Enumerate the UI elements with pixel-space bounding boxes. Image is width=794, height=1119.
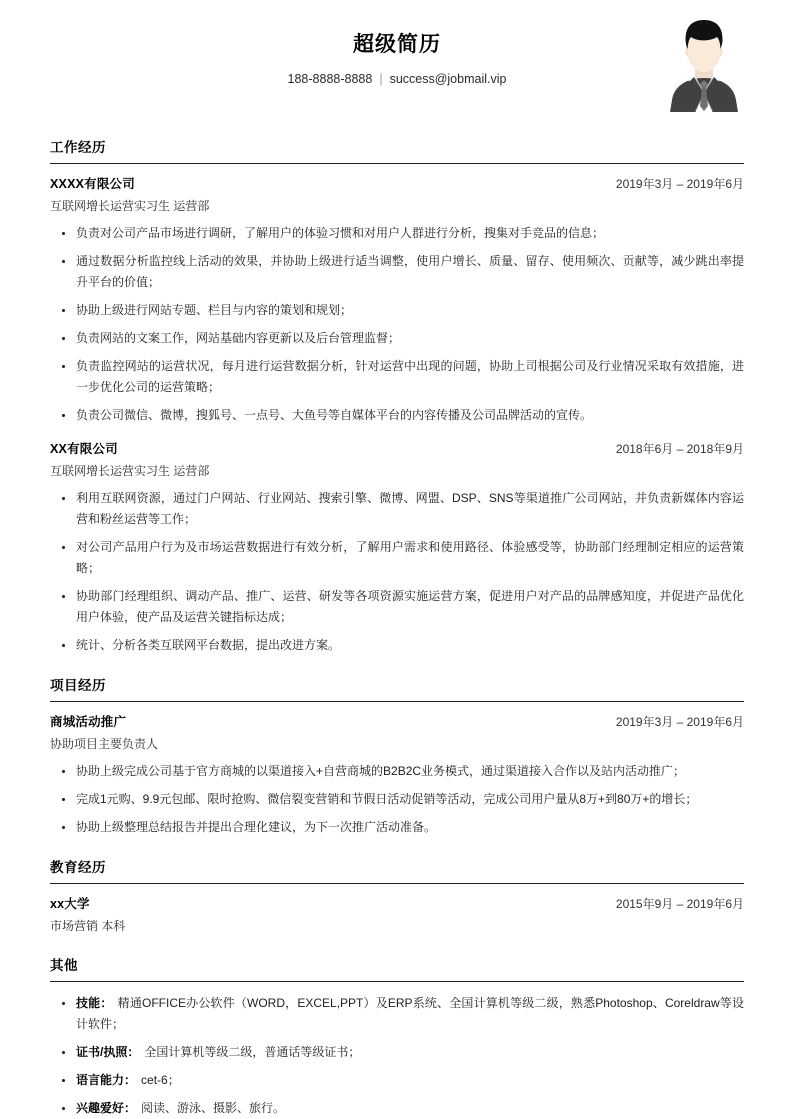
phone-number: 188-8888-8888 — [287, 72, 373, 86]
entry-organization: XXXX有限公司 — [50, 177, 135, 191]
other-list — [50, 993, 744, 1119]
list-item: 通过数据分析监控线上活动的效果，并协助上级进行适当调整，使用户增长、质量、留存、使用频次、贡献等，减少跳出率提升平台的价值； — [50, 251, 744, 293]
list-item: 统计、分析各类互联网平台数据，提出改进方案。 — [50, 635, 744, 656]
other-item-label: 证书/执照： — [76, 1045, 140, 1059]
list-item: 协助上级完成公司基于官方商城的以渠道接入+自营商城的B2B2C业务模式，通过渠道接入合作以及站内活动推广； — [50, 761, 744, 782]
list-item: 负责网站的文案工作，网站基础内容更新以及后台管理监督； — [50, 328, 744, 349]
section-title-education-experience: 教育经历 — [50, 860, 106, 875]
entry-organization: xx大学 — [50, 897, 90, 911]
section-project-experience — [50, 676, 744, 838]
other-item-text: 阅读、游泳、摄影、旅行。 — [141, 1101, 286, 1115]
list-item: 利用互联网资源，通过门户网站、行业网站、搜索引擎、微博、网盟、DSP、SNS等渠道推广公司网站，并负责新媒体内容运营和粉丝运营等工作； — [50, 488, 744, 530]
section-title-project-experience: 项目经历 — [50, 678, 106, 693]
entry-header — [50, 440, 744, 459]
section-title-other: 其他 — [50, 958, 78, 973]
avatar — [664, 8, 744, 112]
other-item-text: cet-6； — [141, 1073, 180, 1087]
entry-header — [50, 895, 744, 914]
other-item-label: 技能： — [76, 996, 113, 1010]
entry-date-range: 2015年9月 – 2019年6月 — [615, 897, 744, 911]
list-item: 协助上级整理总结报告并提出合理化建议，为下一次推广活动准备。 — [50, 817, 744, 838]
list-item: 负责对公司产品市场进行调研，了解用户的体验习惯和对用户人群进行分析，搜集对手竞品的信息； — [50, 223, 744, 244]
entry-subtitle: 互联网增长运营实习生 运营部 — [50, 464, 210, 478]
entry-subtitle: 市场营销 本科 — [50, 919, 126, 933]
entry — [50, 175, 744, 426]
list-item: 对公司产品用户行为及市场运营数据进行有效分析，了解用户需求和使用路径、体验感受等，协助部门经理制定相应的运营策略； — [50, 537, 744, 579]
entry-date-range: 2018年6月 – 2018年9月 — [615, 442, 744, 456]
contact-line — [50, 70, 744, 88]
section-other — [50, 956, 744, 1119]
list-item — [50, 1042, 744, 1063]
list-item — [50, 993, 744, 1035]
entry-header — [50, 175, 744, 194]
entry-bullet-list — [50, 761, 744, 838]
section-work-experience — [50, 138, 744, 656]
list-item: 负责监控网站的运营状况，每月进行运营数据分析，针对运营中出现的问题，协助上司根据公司及行业情况采取有效措施，进一步优化公司的运营策略； — [50, 356, 744, 398]
list-item: 协助上级进行网站专题、栏目与内容的策划和规划； — [50, 300, 744, 321]
list-item — [50, 1098, 744, 1119]
other-item-label: 语言能力： — [76, 1073, 137, 1087]
section-rule-project-experience — [50, 701, 744, 702]
page-title: 超级简历 — [353, 33, 441, 56]
entry-bullet-list — [50, 223, 744, 426]
email-address: success@jobmail.vip — [389, 72, 507, 86]
list-item: 完成1元购、9.9元包邮、限时抢购、微信裂变营销和节假日活动促销等活动，完成公司用户量从8万+到80万+的增长； — [50, 789, 744, 810]
other-item-text: 精通OFFICE办公软件（WORD，EXCEL,PPT）及ERP系统、全国计算机等级二级，熟悉Photoshop、Coreldraw等设计软件； — [76, 996, 744, 1031]
entry-organization: 商城活动推广 — [50, 715, 127, 729]
entry-date-range: 2019年3月 – 2019年6月 — [615, 177, 744, 191]
entry-subtitle: 互联网增长运营实习生 运营部 — [50, 199, 210, 213]
entry-header — [50, 713, 744, 732]
section-rule-education-experience — [50, 883, 744, 884]
entry-bullet-list — [50, 488, 744, 656]
section-rule-work-experience — [50, 163, 744, 164]
section-title-work-experience: 工作经历 — [50, 140, 106, 155]
entry — [50, 895, 744, 936]
resume-header — [50, 0, 744, 118]
contact-separator: | — [379, 72, 383, 86]
entry — [50, 713, 744, 838]
header-text-block — [50, 30, 744, 88]
other-item-label: 兴趣爱好： — [76, 1101, 137, 1115]
list-item — [50, 1070, 744, 1091]
avatar-photo-icon — [664, 8, 744, 112]
other-item-text: 全国计算机等级二级，普通话等级证书； — [144, 1045, 361, 1059]
resume-sections — [50, 138, 744, 936]
entry-date-range: 2019年3月 – 2019年6月 — [615, 715, 744, 729]
section-rule-other — [50, 981, 744, 982]
entry-subtitle: 协助项目主要负责人 — [50, 737, 159, 751]
list-item: 协助部门经理组织、调动产品、推广、运营、研发等各项资源实施运营方案，促进用户对产品的品牌感知度，并促进产品优化用户体验，使产品及运营关键指标达成； — [50, 586, 744, 628]
entry — [50, 440, 744, 656]
list-item: 负责公司微信、微博，搜狐号、一点号、大鱼号等自媒体平台的内容传播及公司品牌活动的宣传。 — [50, 405, 744, 426]
entry-organization: XX有限公司 — [50, 442, 118, 456]
section-education-experience — [50, 858, 744, 936]
